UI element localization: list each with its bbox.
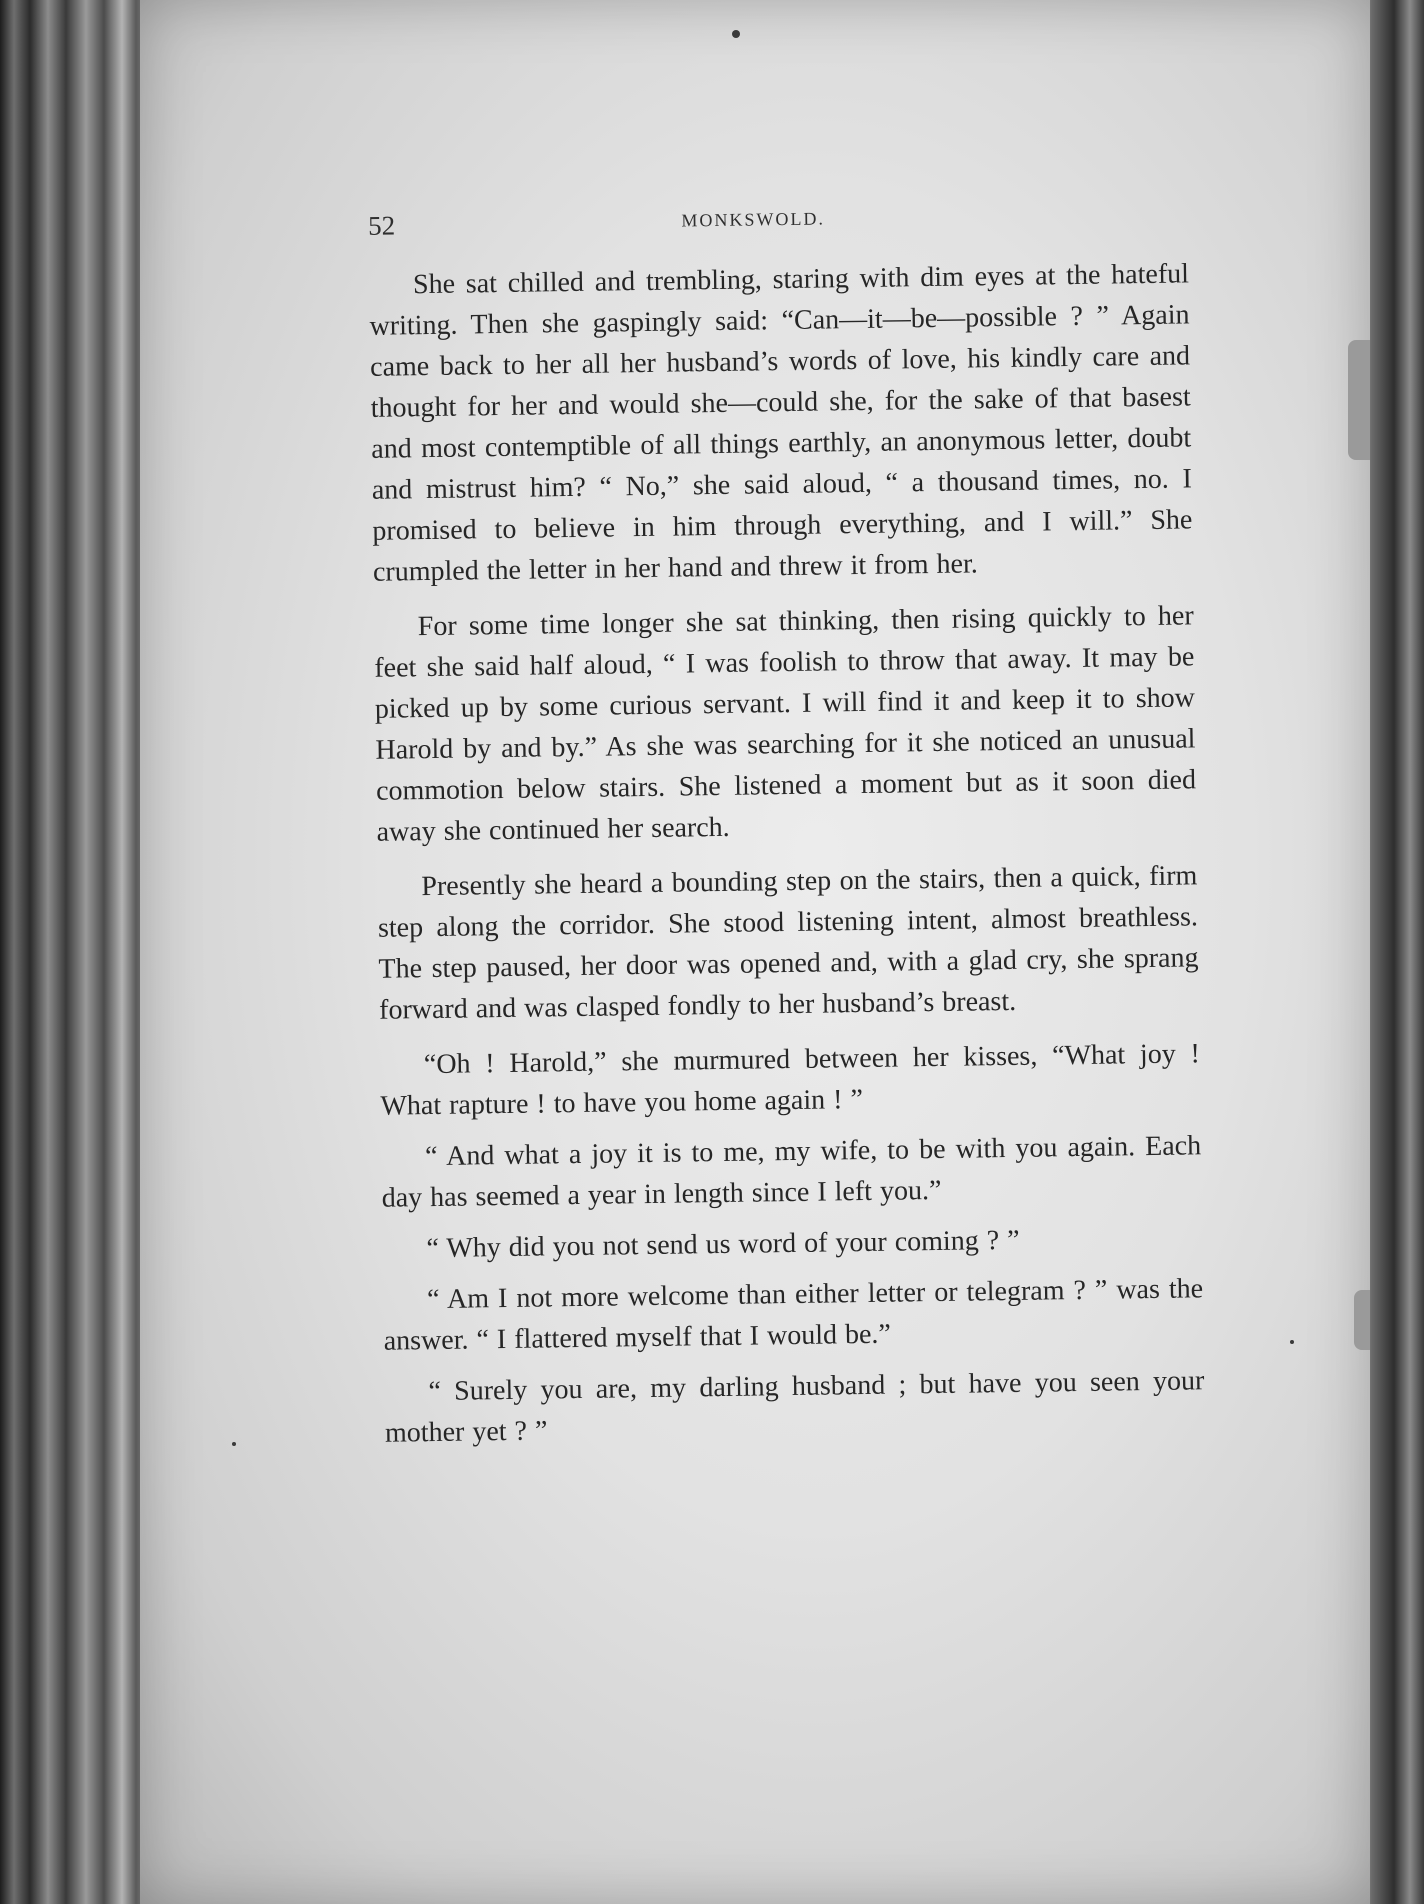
paragraph: “ Am I not more welcome than either letter or telegram ? ” was the answer. “ I flattered myself that I would be.”	[383, 1273, 1204, 1357]
page-number: 52	[367, 210, 396, 241]
paragraph: Presently she heard a bounding step on the stairs, then a quick, firm step along the corridor. She stood listening intent, almost breathless. The step paused, her door was opened and, with a glad cry, she sprang forward and was clasped fondly to her husband’s breast.	[377, 860, 1199, 1026]
body-text	[369, 253, 1206, 1463]
paragraph: “ Surely you are, my darling husband ; but have you seen your mother yet ? ”	[384, 1365, 1205, 1449]
paragraph: She sat chilled and trembling, staring with dim eyes at the hateful writing. Then she gaspingly said: “Can—it—be—possible ? ” Again came back to her all her husband’s words of love, his kindly care and thought for her and would she—could she, for the sake of that basest and most contemptible of all things earthly, an anonymous letter, doubt and mistrust him? “ No,” she said aloud, “ a thousand times, no. I promised to believe in him through everything, and I will.” She crumpled the letter in her hand and threw it from her.	[369, 258, 1193, 588]
book-page	[140, 0, 1370, 1904]
paragraph: “ Why did you not send us word of your coming ? ”	[426, 1224, 1020, 1265]
page-content	[140, 0, 1396, 1904]
running-title: MONKSWOLD.	[681, 208, 826, 231]
paragraph: “ And what a joy it is to me, my wife, to be with you again. Each day has seemed a year in length since I left you.”	[381, 1130, 1202, 1214]
paragraph: “Oh ! Harold,” she murmured between her kisses, “What joy ! What rapture ! to have you home again ! ”	[380, 1038, 1201, 1122]
paragraph: For some time longer she sat thinking, then rising quickly to her feet she said half aloud, “ I was foolish to throw that away. It may be picked up by some curious servant. I will find it and keep it to show Harold by and by.” As she was searching for it she noticed an unusual commotion below stairs. She listened a moment but as it soon died away she continued her search.	[374, 600, 1197, 848]
running-head	[368, 200, 1138, 251]
